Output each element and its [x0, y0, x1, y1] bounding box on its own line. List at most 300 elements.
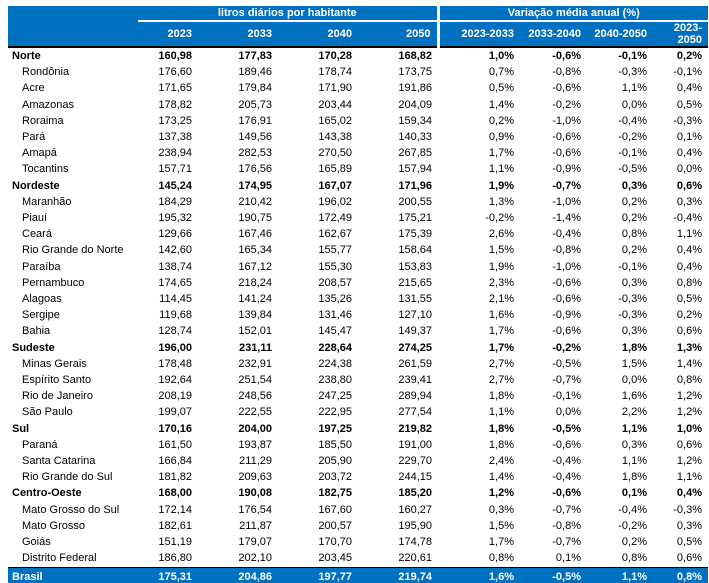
value-cell: 1,8% [488, 438, 514, 451]
row-label: Sergipe [22, 309, 60, 322]
state-row [8, 323, 708, 339]
value-cell: 140,33 [398, 131, 432, 144]
value-cell: 2,4% [488, 455, 514, 468]
value-cell: 184,29 [158, 195, 192, 208]
value-cell: 1,0% [488, 50, 514, 62]
value-cell: 0,5% [676, 98, 702, 111]
value-cell: 171,65 [158, 82, 192, 95]
value-cell: 145,47 [318, 325, 352, 338]
value-cell: 0,7% [488, 66, 514, 79]
value-cell: 1,7% [488, 536, 514, 549]
state-row [8, 194, 708, 210]
value-cell: 189,46 [238, 66, 272, 79]
region-row [8, 485, 708, 501]
value-cell: 248,56 [238, 390, 272, 403]
value-cell: 202,10 [238, 552, 272, 565]
value-cell: -0,5% [618, 163, 647, 176]
value-cell: 205,90 [318, 455, 352, 468]
value-cell: -0,2% [552, 341, 581, 354]
region-row [8, 47, 708, 64]
value-cell: 1,5% [488, 244, 514, 257]
value-cell: 129,66 [158, 228, 192, 241]
row-label: Nordeste [12, 179, 60, 192]
value-cell: 0,0% [621, 98, 647, 111]
value-cell: 192,64 [158, 374, 192, 387]
value-cell: 0,6% [676, 552, 702, 565]
row-label: Sudeste [12, 341, 55, 354]
value-cell: 232,91 [238, 357, 272, 370]
value-cell: -0,3% [618, 293, 647, 306]
state-row [8, 64, 708, 80]
value-cell: 191,00 [398, 438, 432, 451]
value-cell: 153,83 [398, 260, 432, 273]
value-cell: 139,84 [238, 309, 272, 322]
corner-cell [8, 21, 138, 47]
value-cell: -0,8% [552, 244, 581, 257]
value-cell: 0,8% [488, 552, 514, 565]
row-label: Acre [22, 82, 45, 95]
value-cell: 170,70 [318, 536, 352, 549]
state-row [8, 291, 708, 307]
value-cell: 203,44 [318, 98, 352, 111]
value-cell: 0,4% [676, 244, 702, 257]
value-cell: 1,1% [488, 163, 514, 176]
value-cell: 220,61 [398, 552, 432, 565]
row-label: Ceará [22, 228, 52, 241]
value-cell: 166,84 [158, 455, 192, 468]
value-cell: 131,46 [318, 309, 352, 322]
value-cell: 200,55 [398, 195, 432, 208]
value-cell: 114,45 [159, 293, 192, 306]
value-cell: 143,38 [318, 131, 352, 144]
row-label: Santa Catarina [22, 455, 96, 468]
value-cell: 1,2% [488, 487, 514, 500]
value-cell: 238,80 [318, 374, 352, 387]
value-cell: 0,8% [653, 567, 708, 583]
value-cell: 211,87 [239, 519, 272, 532]
row-label: Paraíba [22, 260, 61, 273]
value-cell: 172,49 [318, 212, 352, 225]
value-cell: 1,1% [587, 567, 653, 583]
value-cell: 229,70 [398, 455, 432, 468]
value-cell: -0,6% [552, 50, 581, 62]
table-header [8, 6, 708, 47]
value-cell: 1,7% [488, 341, 514, 354]
value-cell: 208,19 [158, 390, 192, 403]
value-cell: -0,1% [552, 390, 581, 403]
value-cell: 165,34 [238, 244, 272, 257]
column-header-2050: 2050 [358, 21, 438, 47]
value-cell: 1,6% [438, 567, 520, 583]
value-cell: 1,4% [488, 471, 514, 484]
value-cell: 1,1% [621, 82, 647, 95]
value-cell: 1,1% [621, 422, 647, 435]
value-cell: 2,6% [488, 228, 514, 241]
row-label: Bahia [22, 325, 51, 338]
value-cell: 155,30 [318, 260, 352, 273]
row-label: Maranhão [22, 195, 72, 208]
value-cell: -0,7% [552, 536, 581, 549]
value-cell: 174,95 [238, 179, 272, 192]
value-cell: 162,67 [318, 228, 352, 241]
value-cell: 0,5% [676, 536, 702, 549]
value-cell: 1,6% [488, 309, 514, 322]
value-cell: -0,6% [552, 325, 581, 338]
value-cell: 0,2% [676, 309, 702, 322]
value-cell: 1,7% [488, 325, 514, 338]
value-cell: 211,29 [239, 455, 272, 468]
value-cell: 137,38 [158, 131, 192, 144]
value-cell: -0,1% [618, 50, 647, 62]
value-cell: 289,94 [398, 390, 432, 403]
value-cell: 208,57 [318, 276, 352, 289]
value-cell: 0,4% [676, 82, 702, 95]
value-cell: -0,8% [552, 66, 581, 79]
value-cell: 171,90 [318, 82, 352, 95]
value-cell: 182,75 [318, 487, 352, 500]
value-cell: 0,3% [621, 438, 647, 451]
value-cell: 174,78 [398, 536, 432, 549]
value-cell: 195,90 [398, 519, 432, 532]
value-cell: 204,09 [398, 98, 432, 111]
value-cell: -0,6% [552, 131, 581, 144]
value-cell: 209,63 [238, 471, 272, 484]
value-cell: 1,9% [488, 179, 514, 192]
value-cell: 179,07 [238, 536, 272, 549]
value-cell: -0,3% [673, 114, 702, 127]
value-cell: 1,4% [676, 357, 702, 370]
column-header-2023-2033: 2023-2033 [438, 21, 520, 47]
row-label: Minas Gerais [22, 357, 87, 370]
value-cell: 0,4% [676, 260, 702, 273]
value-cell: -0,4% [552, 455, 581, 468]
row-label: Sul [12, 422, 30, 435]
state-row [8, 550, 708, 567]
value-cell: 167,07 [318, 179, 352, 192]
value-cell: -0,6% [552, 438, 581, 451]
value-cell: 168,82 [398, 50, 432, 62]
row-label: Espírito Santo [22, 374, 92, 387]
value-cell: 0,8% [621, 228, 647, 241]
column-header-2040: 2040 [278, 21, 358, 47]
state-row [8, 453, 708, 469]
value-cell: 160,27 [398, 503, 432, 516]
value-cell: 175,39 [398, 228, 432, 241]
value-cell: 0,8% [621, 552, 647, 565]
state-row [8, 145, 708, 161]
value-cell: 191,86 [398, 82, 432, 95]
value-cell: 1,9% [488, 260, 514, 273]
value-cell: 0,3% [621, 325, 647, 338]
state-row [8, 307, 708, 323]
value-cell: 165,89 [318, 163, 352, 176]
state-row [8, 113, 708, 129]
corner-cell [8, 6, 138, 21]
value-cell: 175,21 [398, 212, 432, 225]
value-cell: 157,94 [398, 163, 432, 176]
row-label: Rio de Janeiro [22, 390, 93, 403]
value-cell: 1,0% [676, 422, 702, 435]
state-row [8, 469, 708, 485]
value-cell: 270,50 [318, 147, 352, 160]
value-cell: 204,86 [198, 567, 278, 583]
value-cell: 0,2% [621, 244, 647, 257]
value-cell: 219,74 [358, 567, 438, 583]
value-cell: -0,2% [485, 212, 514, 225]
value-cell: 155,77 [318, 244, 352, 257]
value-cell: 174,65 [158, 276, 192, 289]
value-cell: 204,00 [238, 422, 272, 435]
row-label: Distrito Federal [22, 552, 97, 565]
value-cell: 196,00 [158, 341, 192, 354]
value-cell: 1,1% [488, 406, 514, 419]
value-cell: 0,2% [621, 536, 647, 549]
value-cell: 0,4% [676, 147, 702, 160]
value-cell: 1,5% [488, 519, 514, 532]
value-cell: 1,1% [676, 228, 702, 241]
value-cell: -0,3% [673, 503, 702, 516]
row-label: Rio Grande do Norte [22, 244, 124, 257]
row-label: Mato Grosso [22, 519, 85, 532]
state-row [8, 356, 708, 372]
state-row [8, 502, 708, 518]
state-row [8, 226, 708, 242]
value-cell: 157,71 [158, 163, 192, 176]
value-cell: 172,14 [158, 503, 192, 516]
value-cell: 0,6% [676, 325, 702, 338]
value-cell: -0,6% [552, 487, 581, 500]
value-cell: 161,50 [158, 438, 192, 451]
state-row [8, 242, 708, 258]
row-label: Goiás [22, 536, 51, 549]
column-header-2023-2050: 2023-2050 [653, 21, 708, 47]
value-cell: 177,83 [238, 50, 272, 62]
state-row [8, 437, 708, 453]
value-cell: 277,54 [398, 406, 432, 419]
state-row [8, 372, 708, 388]
region-row [8, 340, 708, 356]
value-cell: 119,68 [159, 309, 192, 322]
value-cell: 179,84 [238, 82, 272, 95]
value-cell: 149,37 [398, 325, 432, 338]
value-cell: 0,9% [488, 131, 514, 144]
state-row [8, 129, 708, 145]
value-cell: 200,57 [318, 519, 352, 532]
value-cell: -0,5% [520, 567, 587, 583]
value-cell: 1,7% [488, 147, 514, 160]
value-cell: -1,0% [552, 260, 581, 273]
value-cell: 167,12 [238, 260, 272, 273]
row-label: Brasil [8, 567, 138, 583]
value-cell: 0,3% [676, 195, 702, 208]
value-cell: 1,4% [488, 98, 514, 111]
row-label: Alagoas [22, 293, 62, 306]
value-cell: -0,8% [552, 519, 581, 532]
row-label: Pernambuco [22, 276, 85, 289]
value-cell: 199,07 [158, 406, 192, 419]
value-cell: -0,4% [618, 503, 647, 516]
row-label: Piauí [22, 212, 48, 225]
value-cell: 0,3% [676, 519, 702, 532]
value-cell: 247,25 [318, 390, 352, 403]
column-header-2033-2040: 2033-2040 [520, 21, 587, 47]
state-row [8, 534, 708, 550]
value-cell: 176,91 [238, 114, 272, 127]
value-cell: -0,1% [673, 66, 702, 79]
value-cell: 1,1% [621, 455, 647, 468]
value-cell: 1,1% [676, 471, 702, 484]
value-cell: -0,3% [618, 66, 647, 79]
value-cell: 239,41 [398, 374, 432, 387]
value-cell: 231,11 [238, 341, 272, 354]
value-cell: 222,55 [238, 406, 272, 419]
group-header-variacao: Variação média anual (%) [438, 6, 708, 21]
value-cell: 127,10 [398, 309, 432, 322]
value-cell: 197,77 [278, 567, 358, 583]
total-row [8, 567, 708, 583]
value-cell: -0,4% [552, 471, 581, 484]
row-label: Roraima [22, 114, 64, 127]
state-row [8, 210, 708, 226]
row-label: Rio Grande do Sul [22, 471, 113, 484]
value-cell: -0,3% [618, 309, 647, 322]
value-cell: 131,55 [398, 293, 432, 306]
value-cell: -0,6% [552, 293, 581, 306]
value-cell: 141,24 [238, 293, 272, 306]
value-cell: 173,25 [158, 114, 192, 127]
value-cell: 1,8% [488, 422, 514, 435]
value-cell: 170,28 [318, 50, 352, 62]
value-cell: 178,74 [318, 66, 352, 79]
value-cell: 151,19 [158, 536, 192, 549]
value-cell: 135,26 [318, 293, 352, 306]
value-cell: 2,2% [621, 406, 647, 419]
value-cell: -1,4% [552, 212, 581, 225]
value-cell: 1,6% [621, 390, 647, 403]
state-row [8, 97, 708, 113]
value-cell: 0,5% [488, 82, 514, 95]
value-cell: 1,8% [488, 390, 514, 403]
value-cell: 165,02 [318, 114, 352, 127]
row-label: São Paulo [22, 406, 73, 419]
value-cell: 178,48 [158, 357, 192, 370]
value-cell: 176,54 [238, 503, 272, 516]
value-cell: 149,56 [238, 131, 272, 144]
state-row [8, 161, 708, 177]
value-cell: 0,5% [676, 293, 702, 306]
row-label: Mato Grosso do Sul [22, 503, 120, 516]
value-cell: 185,20 [398, 487, 432, 500]
value-cell: -0,7% [552, 503, 581, 516]
value-cell: 173,75 [398, 66, 432, 79]
value-cell: 1,2% [676, 406, 702, 419]
row-label: Pará [22, 131, 46, 144]
value-cell: 190,08 [238, 487, 272, 500]
state-row [8, 259, 708, 275]
value-cell: 1,3% [676, 341, 702, 354]
value-cell: 238,94 [158, 147, 192, 160]
value-cell: 171,96 [398, 179, 432, 192]
value-cell: 215,65 [398, 276, 432, 289]
value-cell: 175,31 [138, 567, 198, 583]
value-cell: 168,00 [158, 487, 192, 500]
value-cell: -0,4% [552, 228, 581, 241]
table-body [8, 47, 708, 583]
value-cell: 1,2% [676, 390, 702, 403]
value-cell: 0,3% [621, 179, 647, 192]
value-cell: 282,53 [238, 147, 272, 160]
row-label: Paraná [22, 438, 58, 451]
value-cell: 2,3% [488, 276, 514, 289]
value-cell: 1,8% [621, 341, 647, 354]
value-cell: 0,2% [621, 195, 647, 208]
value-cell: 159,34 [398, 114, 432, 127]
value-cell: -0,7% [552, 179, 581, 192]
column-header-2040-2050: 2040-2050 [587, 21, 653, 47]
value-cell: 197,25 [318, 422, 352, 435]
value-cell: 2,7% [488, 357, 514, 370]
value-cell: 170,16 [158, 422, 192, 435]
value-cell: -0,1% [618, 260, 647, 273]
value-cell: 181,82 [158, 471, 192, 484]
column-header-2033: 2033 [198, 21, 278, 47]
region-row [8, 421, 708, 437]
value-cell: 0,8% [676, 374, 702, 387]
row-label: Amazonas [22, 98, 74, 111]
value-cell: 128,74 [158, 325, 192, 338]
group-header-row [8, 6, 708, 21]
value-cell: 167,46 [238, 228, 272, 241]
consumption-table [8, 6, 708, 583]
row-label: Rondônia [22, 66, 70, 79]
value-cell: 244,15 [398, 471, 432, 484]
value-cell: 0,4% [676, 487, 702, 500]
value-cell: -0,2% [552, 98, 581, 111]
region-row [8, 178, 708, 194]
value-cell: -0,2% [618, 519, 647, 532]
group-header-litros: litros diários por habitante [138, 6, 438, 21]
value-cell: 0,8% [676, 276, 702, 289]
state-row [8, 388, 708, 404]
value-cell: 158,64 [398, 244, 432, 257]
state-row [8, 518, 708, 534]
value-cell: 138,74 [158, 260, 192, 273]
value-cell: 1,8% [621, 471, 647, 484]
value-cell: 176,56 [238, 163, 272, 176]
value-cell: 218,24 [238, 276, 272, 289]
row-label: Tocantins [22, 163, 69, 176]
value-cell: -0,4% [673, 212, 702, 225]
value-cell: 1,5% [621, 357, 647, 370]
value-cell: 222,95 [318, 406, 352, 419]
value-cell: 0,1% [621, 487, 647, 500]
value-cell: -0,7% [552, 374, 581, 387]
value-cell: 274,25 [398, 341, 432, 354]
value-cell: 251,54 [238, 374, 272, 387]
value-cell: 0,0% [555, 406, 581, 419]
value-cell: 0,6% [676, 438, 702, 451]
value-cell: 203,72 [318, 471, 352, 484]
value-cell: -0,6% [552, 147, 581, 160]
value-cell: 0,2% [676, 50, 702, 62]
value-cell: 228,64 [318, 341, 352, 354]
value-cell: -1,0% [552, 195, 581, 208]
value-cell: 0,3% [488, 503, 514, 516]
value-cell: -0,9% [552, 163, 581, 176]
value-cell: 224,38 [318, 357, 352, 370]
value-cell: 2,1% [488, 293, 514, 306]
row-label: Norte [12, 50, 41, 62]
